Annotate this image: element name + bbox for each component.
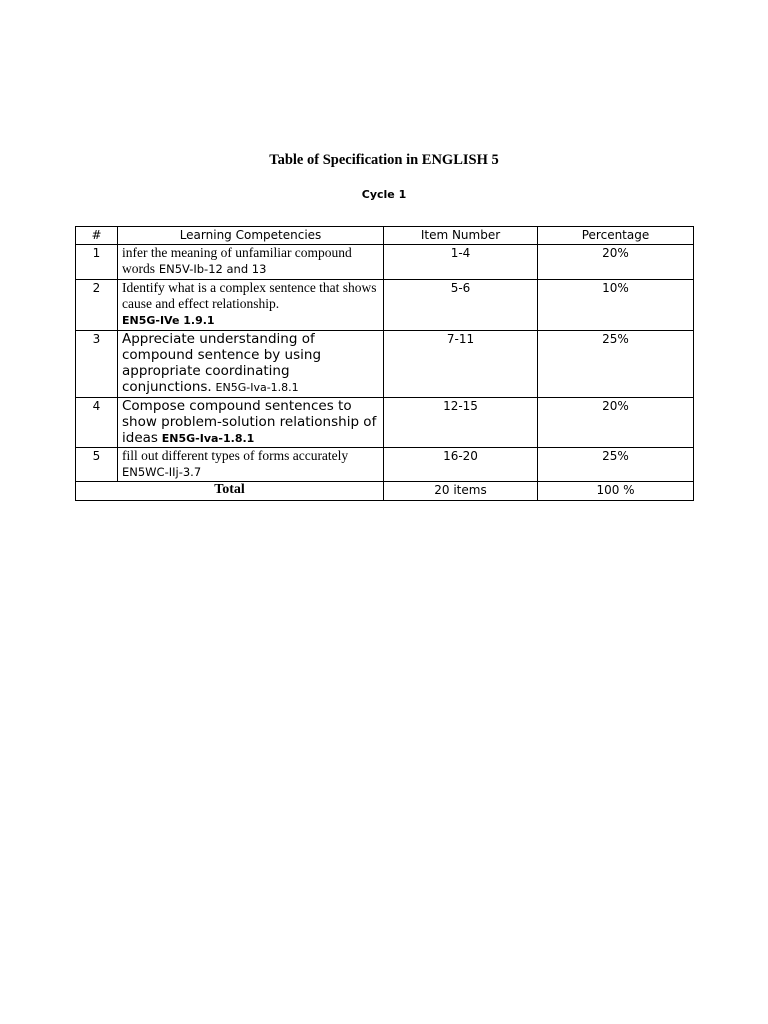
- row-percentage: 10%: [538, 280, 694, 331]
- table-row: [76, 448, 694, 482]
- document-subtitle: Cycle 1: [361, 188, 407, 201]
- total-label: Total: [76, 482, 384, 501]
- row-number: 2: [76, 280, 118, 331]
- row-percentage: 20%: [538, 245, 694, 280]
- competency-code: EN5G-Iva-1.8.1: [161, 432, 255, 445]
- competency-code: EN5G-IVe 1.9.1: [122, 314, 215, 327]
- header-percentage: Percentage: [538, 227, 694, 245]
- header-item-number: Item Number: [384, 227, 538, 245]
- row-item-number: 16-20: [384, 448, 538, 482]
- row-item-number: 1-4: [384, 245, 538, 280]
- row-competency: [118, 331, 384, 398]
- competency-text: Identify what is a complex sentence that shows cause and effect relationship.: [122, 280, 377, 311]
- row-percentage: 20%: [538, 398, 694, 448]
- row-competency: [118, 245, 384, 280]
- row-competency: [118, 280, 384, 331]
- table-row: [76, 398, 694, 448]
- row-item-number: 12-15: [384, 398, 538, 448]
- row-competency: [118, 448, 384, 482]
- row-percentage: 25%: [538, 331, 694, 398]
- document-title: Table of Specification in ENGLISH 5: [269, 152, 499, 168]
- table-header-row: [76, 227, 694, 245]
- row-competency: [118, 398, 384, 448]
- competency-code: EN5G-Iva-1.8.1: [215, 381, 299, 394]
- table-row: [76, 331, 694, 398]
- row-number: 3: [76, 331, 118, 398]
- row-percentage: 25%: [538, 448, 694, 482]
- row-number: 5: [76, 448, 118, 482]
- total-percentage: 100 %: [538, 482, 694, 501]
- competency-text: fill out different types of forms accurately: [122, 448, 349, 463]
- header-number: #: [76, 227, 118, 245]
- specification-table: [75, 226, 694, 501]
- row-item-number: 5-6: [384, 280, 538, 331]
- competency-text: Compose compound sentences to show problem-solution relationship of ideas: [122, 398, 377, 446]
- competency-text: Appreciate understanding of compound sentence by using appropriate coordinating conjunctions.: [122, 331, 322, 395]
- header-learning-competencies: Learning Competencies: [118, 227, 384, 245]
- row-number: 1: [76, 245, 118, 280]
- table-row: [76, 280, 694, 331]
- table-total-row: [76, 482, 694, 501]
- total-items: 20 items: [384, 482, 538, 501]
- row-number: 4: [76, 398, 118, 448]
- competency-code: EN5WC-IIj-3.7: [122, 465, 202, 479]
- competency-text: infer the meaning of unfamiliar compound words: [122, 245, 352, 276]
- table-row: [76, 245, 694, 280]
- row-item-number: 7-11: [384, 331, 538, 398]
- competency-code: EN5V-Ib-12 and 13: [158, 262, 267, 276]
